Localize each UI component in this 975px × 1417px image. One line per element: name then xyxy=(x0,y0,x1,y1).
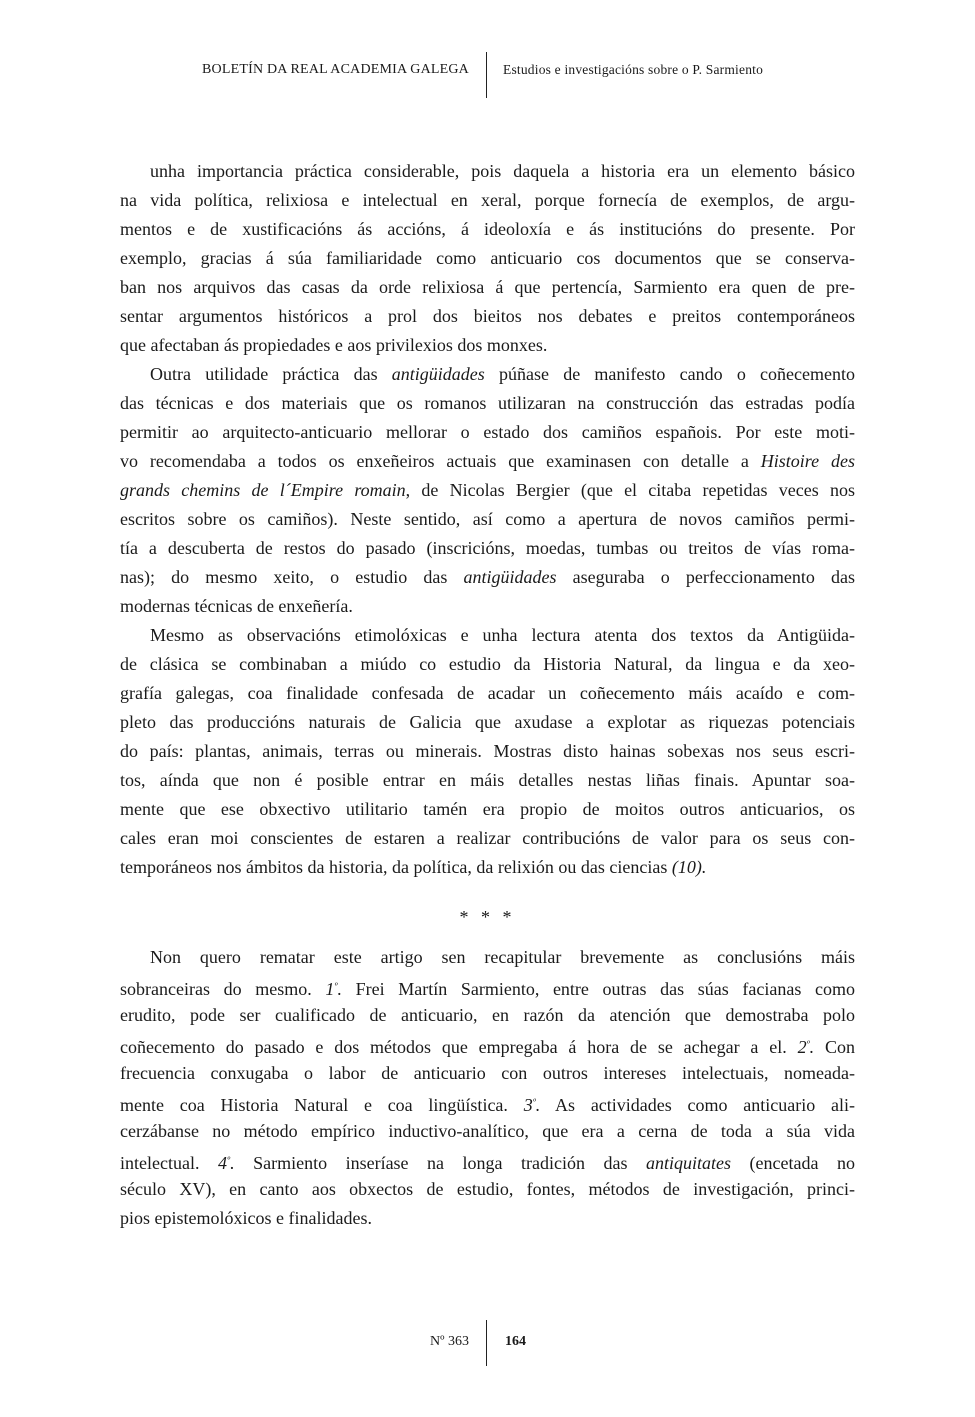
text-run: tía a descuberta de restos do pasado (inscricións, moedas, tumbas ou treitos de vías roma- xyxy=(120,538,855,558)
text-run: permitir ao arquitecto-anticuario mellorar o estado dos camiños españois. Por este moti- xyxy=(120,422,855,442)
text-line xyxy=(120,360,855,389)
text-run: erudito, pode ser cualificado de anticuario, en razón da atención que demostraba polo xyxy=(120,1005,855,1025)
text-line xyxy=(120,592,855,621)
italic-text: (10). xyxy=(671,857,707,877)
italic-text: $2^º$. xyxy=(797,1037,815,1057)
text-run: coñecemento do pasado e dos métodos que empregaba á hora de se achegar a el. xyxy=(120,1037,798,1057)
text-run: nas); do mesmo xeito, o estudio das xyxy=(120,567,464,587)
text-run: exemplo, gracias á súa familiaridade como anticuario cos documentos que se conserva- xyxy=(120,248,855,268)
text-run: ban nos arquivos das casas da orde relixiosa á que pertencía, Sarmiento era quen de pre- xyxy=(120,277,855,297)
italic-text: antigüidades xyxy=(463,567,557,587)
italic-text: Histoire des xyxy=(760,451,855,471)
italic-text: $1^º$. xyxy=(325,979,342,999)
text-run: mente que ese obxectivo utilitario tamén era propio de moitos outros anticuarios, os xyxy=(120,799,855,819)
italic-text: $4^º$. xyxy=(217,1153,235,1173)
section-separator: * * * xyxy=(459,907,516,927)
text-line xyxy=(120,737,855,766)
running-header-section: Estudios e investigacións sobre o P. Sarmiento xyxy=(503,62,764,77)
text-line xyxy=(120,1175,855,1204)
text-line xyxy=(120,1030,855,1059)
text-run: (encetada no xyxy=(731,1153,855,1173)
text-run: século XV), en canto aos obxectos de estudio, fontes, métodos de investigación, princi- xyxy=(120,1179,855,1199)
text-line xyxy=(120,447,855,476)
text-line xyxy=(120,824,855,853)
text-run: sobranceiras do mesmo. xyxy=(120,979,326,999)
text-line xyxy=(120,853,855,882)
text-line xyxy=(120,389,855,418)
text-run: frecuencia conxugaba o labor de anticuario con outros intereses intelectuais, nomeada- xyxy=(120,1063,855,1083)
issue-number: Nº 363 xyxy=(430,1334,469,1349)
text-run: cales eran moi conscientes de estaren a realizar contribucións de valor para os seus con- xyxy=(120,828,855,848)
text-line xyxy=(120,650,855,679)
text-line xyxy=(120,1059,855,1088)
text-line xyxy=(120,331,855,360)
text-run: das técnicas e dos materiais que os romanos utilizaran na construcción das estradas podía xyxy=(120,393,855,413)
text-line xyxy=(120,215,855,244)
text-line xyxy=(120,186,855,215)
italic-text: antigüidades xyxy=(391,364,485,384)
body-text-bottom xyxy=(120,943,855,1233)
text-run: que afectaban ás propiedades e aos privilexios dos monxes. xyxy=(120,335,548,355)
paragraph xyxy=(120,621,855,882)
text-run: , de Nicolas Bergier (que el citaba repetidas veces nos xyxy=(405,480,855,500)
text-run: tos, aínda que non é posible entrar en máis detalles nestas liñas finais. Apuntar soa- xyxy=(120,770,855,790)
text-run: Sarmiento inseríase na longa tradición das xyxy=(234,1153,647,1173)
text-line xyxy=(120,621,855,650)
text-line xyxy=(120,795,855,824)
text-line xyxy=(120,708,855,737)
page-number: 164 xyxy=(505,1334,526,1349)
text-run: escritos sobre os camiños). Neste sentido, así como a apertura de novos camiños permi- xyxy=(120,509,855,529)
text-line xyxy=(120,563,855,592)
text-run: Outra utilidade práctica das xyxy=(150,364,392,384)
text-run: temporáneos nos ámbitos da historia, da política, da relixión ou das ciencias xyxy=(120,857,672,877)
text-line xyxy=(120,418,855,447)
text-run: aseguraba o perfeccionamento das xyxy=(556,567,855,587)
text-line xyxy=(120,157,855,186)
text-run: vo recomendaba a todos os enxeñeiros actuais que examinasen con detalle a xyxy=(120,451,761,471)
text-run: de clásica se combinaban a miúdo co estudio da Historia Natural, da lingua e da xeo- xyxy=(120,654,855,674)
text-run: unha importancia práctica considerable, pois daquela a historia era un elemento básico xyxy=(150,161,855,181)
text-run: grafía galegas, coa finalidade confesada de acadar un coñecemento máis acaído e com- xyxy=(120,683,855,703)
header-divider xyxy=(486,52,487,98)
text-run: Non quero rematar este artigo sen recapitular brevemente as conclusións máis xyxy=(150,947,855,967)
text-run: mente coa Historia Natural e coa lingüística. xyxy=(120,1095,524,1115)
italic-text: $3^º$. xyxy=(523,1095,541,1115)
text-line xyxy=(120,679,855,708)
italic-text: grands chemins de l´Empire romain xyxy=(120,480,406,500)
text-run: mentos e de xustificacións ás accións, á ideoloxía e ás institucións do presente. Por xyxy=(120,219,855,239)
text-run: Mesmo as observacións etimolóxicas e unha lectura atenta dos textos da Antigüida- xyxy=(150,625,855,645)
text-run: na vida política, relixiosa e intelectual en xeral, porque fornecía de exemplos, de argu- xyxy=(120,190,855,210)
text-line xyxy=(120,1001,855,1030)
text-run: As actividades como anticuario ali- xyxy=(540,1095,855,1115)
text-line xyxy=(120,534,855,563)
paragraph xyxy=(120,157,855,360)
paragraph xyxy=(120,360,855,621)
text-line xyxy=(120,244,855,273)
paragraph xyxy=(120,943,855,1233)
running-header-journal: BOLETÍN DA REAL ACADEMIA GALEGA xyxy=(202,62,469,77)
text-line xyxy=(120,476,855,505)
text-line xyxy=(120,302,855,331)
text-line xyxy=(120,1146,855,1175)
italic-text: antiquitates xyxy=(646,1153,732,1173)
text-line xyxy=(120,943,855,972)
text-line xyxy=(120,766,855,795)
text-line xyxy=(120,972,855,1001)
text-run: púñase de manifesto cando o coñecemento xyxy=(484,364,855,384)
body-text-top xyxy=(120,157,855,882)
text-run: pios epistemolóxicos e finalidades. xyxy=(120,1208,372,1228)
text-run: cerzábanse no método empírico inductivo-analítico, que era a cerna de toda a súa vida xyxy=(120,1121,855,1141)
text-line xyxy=(120,1204,855,1233)
text-line xyxy=(120,1117,855,1146)
text-line xyxy=(120,1088,855,1117)
footer-divider xyxy=(486,1320,487,1366)
text-run: do país: plantas, animais, terras ou minerais. Mostras disto hainas sobexas nos seus escri- xyxy=(120,741,855,761)
text-run: sentar argumentos históricos a prol dos bieitos nos debates e preitos contemporáneos xyxy=(120,306,855,326)
text-run: intelectual. xyxy=(120,1153,218,1173)
text-run: modernas técnicas de enxeñería. xyxy=(120,596,353,616)
text-line xyxy=(120,273,855,302)
text-run: Frei Martín Sarmiento, entre outras das súas facianas como xyxy=(341,979,855,999)
text-run: pleto das produccións naturais de Galicia que axudase a explotar as riquezas potenciais xyxy=(120,712,855,732)
text-line xyxy=(120,505,855,534)
text-run: Con xyxy=(814,1037,855,1057)
